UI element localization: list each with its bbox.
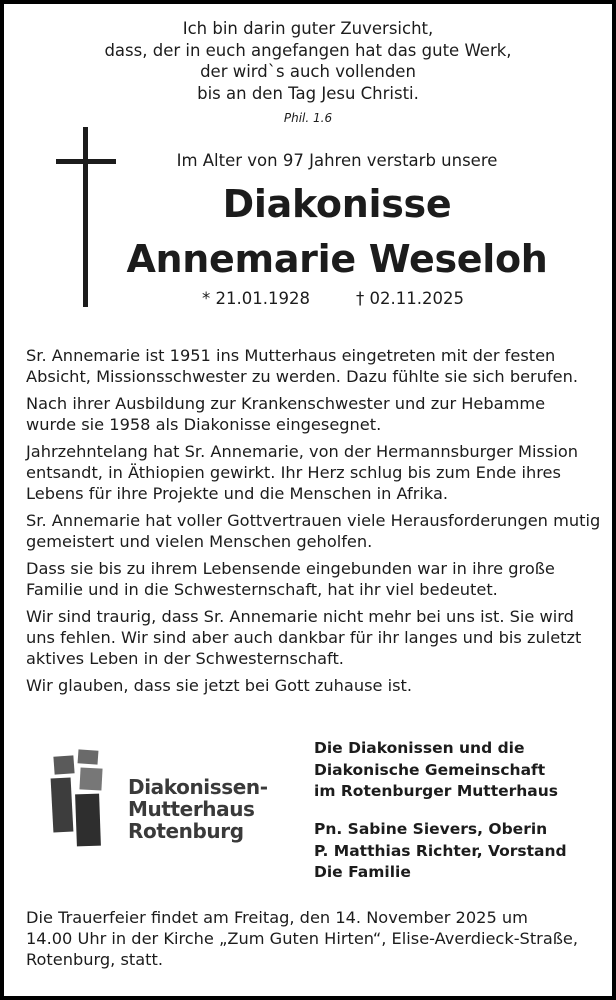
logo-line: Mutterhaus <box>128 797 255 821</box>
service-line: Rotenburg, statt. <box>26 950 164 969</box>
text-line: wurde sie 1958 als Diakonisse eingesegnet. <box>26 415 382 434</box>
deceased-title: Diakonisse <box>222 182 452 226</box>
text-line: Sr. Annemarie ist 1951 ins Mutterhaus eingetreten mit der festen <box>26 346 556 365</box>
verse-line: Ich bin darin guter Zuversicht, <box>182 19 434 38</box>
bible-verse <box>4 18 612 104</box>
text-line: aktives Leben in der Schwesternschaft. <box>26 649 344 668</box>
text-line: entsandt, in Äthiopien gewirkt. Ihr Herz schlug bis zum Ende ihres <box>26 463 561 482</box>
verse-line: der wird`s auch vollenden <box>200 62 416 81</box>
text-line: Nach ihrer Ausbildung zur Krankenschwester und zur Hebamme <box>26 394 546 413</box>
paragraph <box>26 510 601 552</box>
mutterhaus-logo-text <box>128 776 268 842</box>
signatory-group-community <box>314 738 558 803</box>
signatory-line: Diakonische Gemeinschaft <box>314 760 546 779</box>
text-line: gemeistert und vielen Menschen geholfen. <box>26 532 373 551</box>
verse-line: dass, der in euch angefangen hat das gute Werk, <box>104 40 512 60</box>
signatory-line: Die Diakonissen und die <box>314 739 525 757</box>
funeral-service-info <box>26 907 596 970</box>
verse-line: bis an den Tag Jesu Christi. <box>197 83 419 103</box>
text-line: Familie und in die Schwesternschaft, hat ihr viel bedeutet. <box>26 580 498 599</box>
logo-line: Rotenburg <box>128 819 244 843</box>
obituary-notice <box>4 4 612 996</box>
death-announcement-intro: Im Alter von 97 Jahren verstarb unsere <box>176 151 498 170</box>
paragraph <box>26 558 596 600</box>
verse-reference: Phil. 1.6 <box>283 111 333 125</box>
text-line: Lebens für ihre Projekte und die Menschen in Afrika. <box>26 484 449 503</box>
signatory-line: im Rotenburger Mutterhaus <box>314 782 559 800</box>
paragraph <box>26 345 596 387</box>
signatory-line: Die Familie <box>314 863 411 881</box>
signatory-line: Pn. Sabine Sievers, Oberin <box>314 820 548 838</box>
birth-date: * 21.01.1928 <box>202 289 310 308</box>
text-line: Wir glauben, dass sie jetzt bei Gott zuhause ist. <box>26 676 413 695</box>
death-date: † 02.11.2025 <box>356 289 464 308</box>
cross-vertical-bar <box>83 127 88 307</box>
cross-horizontal-bar <box>56 159 116 164</box>
paragraph <box>26 441 596 504</box>
mutterhaus-logo-icon <box>48 748 114 850</box>
text-line: uns fehlen. Wir sind aber auch dankbar für ihr langes und bis zuletzt <box>26 628 582 647</box>
text-line: Jahrzehntelang hat Sr. Annemarie, von der Hermannsburger Mission <box>26 442 579 461</box>
signatory-group-persons <box>314 819 567 884</box>
deceased-name: Annemarie Weseloh <box>126 237 548 281</box>
text-line: Dass sie bis zu ihrem Lebensende eingebunden war in ihre große <box>26 559 555 578</box>
text-line: Sr. Annemarie hat voller Gottvertrauen viele Herausforderungen mutig <box>26 511 601 530</box>
paragraph <box>26 606 596 669</box>
paragraph <box>26 675 596 696</box>
paragraph <box>26 393 596 435</box>
signatory-line: P. Matthias Richter, Vorstand <box>314 841 567 860</box>
obituary-text <box>26 345 601 702</box>
text-line: Wir sind traurig, dass Sr. Annemarie nicht mehr bei uns ist. Sie wird <box>26 607 574 626</box>
service-line: Die Trauerfeier findet am Freitag, den 14. November 2025 um <box>26 908 528 927</box>
text-line: Absicht, Missionsschwester zu werden. Dazu fühlte sie sich berufen. <box>26 367 579 386</box>
logo-line: Diakonissen- <box>128 775 268 799</box>
service-line: 14.00 Uhr in der Kirche „Zum Guten Hirten“, Elise-Averdieck-Straße, <box>26 929 579 948</box>
